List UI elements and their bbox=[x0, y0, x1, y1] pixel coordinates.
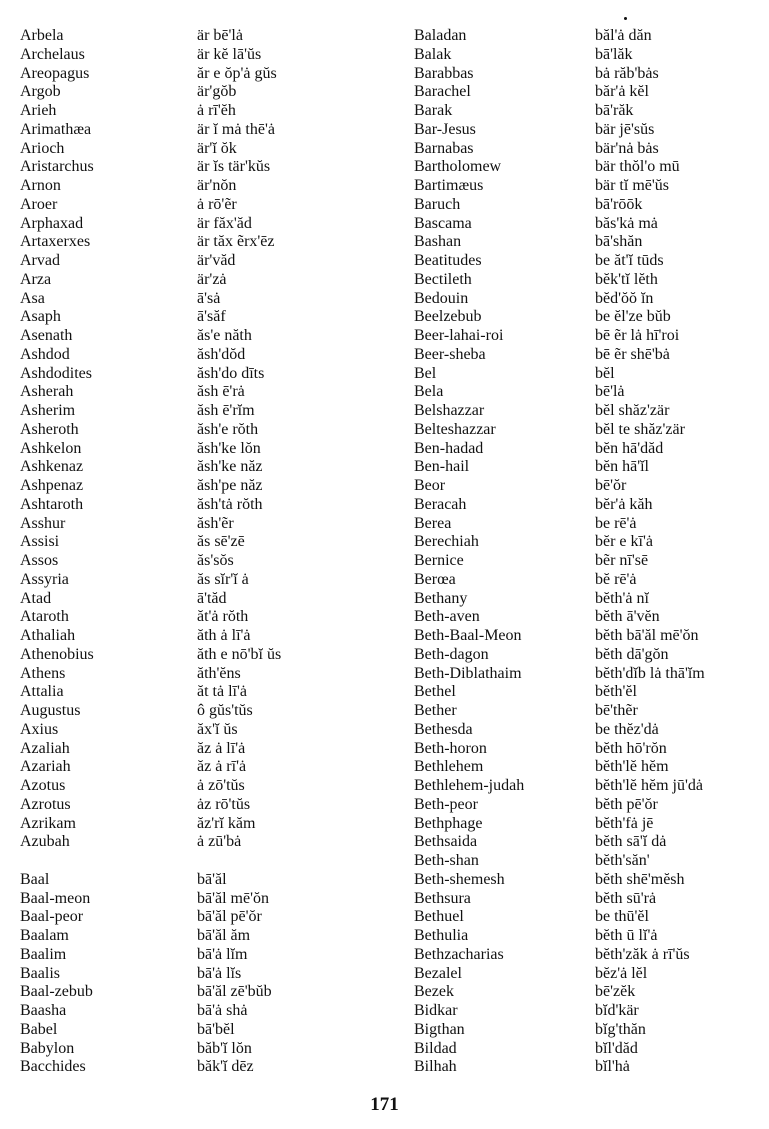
entry-pronunciation: bĭl'dăd bbox=[595, 1039, 638, 1057]
entry-pronunciation: ăsh'tȧ rŏth bbox=[197, 495, 263, 513]
entry-pronunciation: ăz ȧ rī'ȧ bbox=[197, 758, 247, 776]
entry-pronunciation: bär thŏl'o mū bbox=[595, 158, 680, 176]
entry-name: Beelzebub bbox=[414, 308, 482, 326]
entry-pronunciation: ăz ȧ lī'ȧ bbox=[197, 739, 246, 757]
entry-pronunciation: är'ĭ ŏk bbox=[197, 139, 237, 157]
entry-name: Artaxerxes bbox=[20, 233, 91, 251]
entry-pronunciation: bā'lăk bbox=[595, 45, 633, 63]
entry-pronunciation: bĕd'ŏŏ ĭn bbox=[595, 289, 654, 307]
entry-pronunciation: bĕth'fȧ jē bbox=[595, 814, 654, 832]
entry-pronunciation: ăz'rĭ kăm bbox=[197, 814, 256, 832]
entry-name: Asshur bbox=[20, 514, 66, 532]
entry-pronunciation: bĕth'ĕl bbox=[595, 683, 637, 701]
entry-pronunciation: är ĭs tär'kŭs bbox=[197, 158, 271, 176]
entry-pronunciation: ā'săf bbox=[197, 308, 226, 326]
entry-pronunciation: ăth ȧ lī'ȧ bbox=[197, 627, 251, 644]
entry-pronunciation: bā'ȧ lĭs bbox=[197, 964, 242, 982]
entry-pronunciation: är tăx ẽrx'ēz bbox=[197, 233, 275, 251]
entry-pronunciation: bā'ăl mē'ŏn bbox=[197, 889, 269, 907]
entry-pronunciation: be thĕz'dȧ bbox=[595, 720, 659, 738]
entry-pronunciation: ăth'ĕns bbox=[197, 664, 241, 682]
entry-pronunciation: ăsh'ke lŏn bbox=[197, 439, 261, 457]
entry-pronunciation: bĕth'zăk ȧ rī'ŭs bbox=[595, 945, 690, 963]
entry-name: Athaliah bbox=[20, 627, 76, 644]
entry-pronunciation: bĕth dā'gŏn bbox=[595, 645, 669, 663]
entry-name: Athens bbox=[20, 664, 66, 682]
entry-pronunciation: bĕr e kī'ȧ bbox=[595, 533, 653, 551]
entry-name: Bezalel bbox=[414, 964, 462, 982]
entry-pronunciation: ā'sȧ bbox=[197, 289, 221, 307]
entry-name: Baal-peor bbox=[20, 908, 84, 926]
entry-name: Bidkar bbox=[414, 1002, 458, 1019]
entry-pronunciation: bĕn hā'dăd bbox=[595, 439, 664, 457]
entry-pronunciation: bĕl shăz'zär bbox=[595, 402, 670, 419]
entry-name: Baal-zebub bbox=[20, 983, 93, 1001]
entry-pronunciation: bĕz'ȧ lĕl bbox=[595, 964, 648, 982]
entry-pronunciation: băr'ȧ kĕl bbox=[595, 83, 649, 101]
entry-name: Beth-horon bbox=[414, 739, 487, 757]
entry-pronunciation: bē'thẽr bbox=[595, 702, 638, 719]
entry-name: Attalia bbox=[20, 683, 64, 701]
entry-name: Azrikam bbox=[20, 814, 76, 832]
entry-pronunciation: är'nŏn bbox=[197, 177, 237, 194]
entry-pronunciation: ăth e nō'bĭ ŭs bbox=[197, 645, 282, 663]
page-number: 171 bbox=[370, 1094, 399, 1115]
entry-pronunciation: be thū'ĕl bbox=[595, 908, 649, 926]
entry-pronunciation: bē'lȧ bbox=[595, 383, 625, 401]
entry-pronunciation: bĕn hā'ĭl bbox=[595, 458, 649, 476]
entry-name: Bel bbox=[414, 364, 437, 382]
entry-pronunciation: ăr e ŏp'ȧ gŭs bbox=[197, 64, 277, 82]
entry-name: Baalis bbox=[20, 964, 60, 982]
entry-pronunciation: ăsh'do dīts bbox=[197, 364, 265, 382]
entry-pronunciation: bā'bĕl bbox=[197, 1020, 235, 1038]
entry-pronunciation: ăt tȧ lī'ȧ bbox=[197, 683, 247, 701]
entry-pronunciation: ăsh'dŏd bbox=[197, 345, 246, 363]
entry-pronunciation: bē ẽr shē'bȧ bbox=[595, 345, 670, 363]
entry-name: Asa bbox=[20, 289, 45, 307]
entry-pronunciation: bē ẽr lȧ hī'roi bbox=[595, 327, 680, 344]
entry-name: Bethesda bbox=[414, 720, 473, 738]
entry-name: Beth-Baal-Meon bbox=[414, 627, 522, 644]
entry-pronunciation: bĕk'tĭ lĕth bbox=[595, 270, 658, 288]
entry-pronunciation: ăt'ȧ rŏth bbox=[197, 608, 249, 626]
entry-name: Bascama bbox=[414, 214, 472, 232]
entry-pronunciation: bȧ răb'bȧs bbox=[595, 64, 659, 82]
entry-pronunciation: ăsh ē'rĭm bbox=[197, 402, 255, 419]
entry-pronunciation: be ĕl'ze bŭb bbox=[595, 308, 671, 326]
entry-name: Argob bbox=[20, 83, 61, 101]
entry-name: Bethsaida bbox=[414, 833, 478, 851]
entry-pronunciation: ăsh'ẽr bbox=[197, 514, 234, 532]
entry-name: Bethulia bbox=[414, 927, 469, 944]
entry-pronunciation: ȧ zū'bȧ bbox=[197, 833, 242, 851]
entry-name: Bethel bbox=[414, 683, 456, 701]
entry-pronunciation: bĕth sū'rȧ bbox=[595, 889, 657, 907]
entry-pronunciation: ȧ zō'tŭs bbox=[197, 777, 245, 794]
entry-name: Ataroth bbox=[20, 608, 69, 626]
entry-pronunciation: är făx'ăd bbox=[197, 214, 252, 232]
entry-pronunciation: bĕth ā'vĕn bbox=[595, 608, 660, 626]
entry-name: Athenobius bbox=[20, 645, 94, 663]
entry-pronunciation: ăsh'e rŏth bbox=[197, 420, 259, 438]
entry-name: Azaliah bbox=[20, 739, 70, 757]
entry-name: Beth-Diblathaim bbox=[414, 664, 522, 682]
entry-name: Barnabas bbox=[414, 139, 474, 157]
entry-name: Berea bbox=[414, 514, 452, 532]
entry-name: Beth-aven bbox=[414, 608, 480, 626]
entry-name: Ashkelon bbox=[20, 439, 82, 457]
entry-name: Ashdodites bbox=[20, 364, 92, 382]
entry-name: Bezek bbox=[414, 983, 454, 1001]
entry-pronunciation: ăs sĭr'ĭ ȧ bbox=[197, 570, 249, 588]
entry-name: Belshazzar bbox=[414, 402, 485, 419]
entry-name: Areopagus bbox=[20, 64, 90, 82]
ink-mark bbox=[624, 17, 627, 20]
entry-name: Archelaus bbox=[20, 45, 85, 63]
entry-name: Bethany bbox=[414, 589, 468, 607]
entry-pronunciation: ăsh'pe năz bbox=[197, 477, 263, 494]
entry-pronunciation: bā'ăl zē'bŭb bbox=[197, 983, 272, 1001]
entry-pronunciation: băs'kȧ mȧ bbox=[595, 214, 658, 232]
entry-name: Baruch bbox=[414, 195, 461, 213]
entry-name: Bethzacharias bbox=[414, 945, 504, 963]
entry-pronunciation: be ăt'ĭ tūds bbox=[595, 252, 664, 269]
entry-name: Arbela bbox=[20, 27, 64, 44]
entry-pronunciation: ăs sē'zē bbox=[197, 533, 245, 551]
entry-name: Asherah bbox=[20, 383, 74, 401]
entry-name: Axius bbox=[20, 720, 59, 738]
entry-pronunciation: bā'ăl bbox=[197, 870, 227, 888]
entry-name: Bigthan bbox=[414, 1020, 465, 1038]
entry-name: Barak bbox=[414, 102, 453, 119]
entry-pronunciation: bĕth bā'ăl mē'ŏn bbox=[595, 627, 699, 644]
entry-pronunciation: är'zȧ bbox=[197, 270, 227, 288]
entry-name: Beth-shan bbox=[414, 852, 479, 869]
section-gap bbox=[20, 852, 190, 871]
entry-name: Assos bbox=[20, 552, 59, 569]
entry-pronunciation: bĕth'dĭb lȧ thā'ĭm bbox=[595, 664, 705, 682]
entry-name: Bar-Jesus bbox=[414, 120, 476, 138]
entry-pronunciation: bĕth'lĕ hĕm bbox=[595, 758, 669, 776]
entry-name: Balak bbox=[414, 45, 452, 63]
entry-name: Baasha bbox=[20, 1002, 67, 1019]
entry-name: Ashtaroth bbox=[20, 495, 84, 513]
entry-pronunciation: bĕth'ȧ nĭ bbox=[595, 589, 649, 607]
entry-pronunciation: bĕr'ȧ kăh bbox=[595, 495, 653, 513]
entry-name: Bethlehem bbox=[414, 758, 484, 776]
entry-name: Babylon bbox=[20, 1039, 75, 1057]
entry-pronunciation: bā'răk bbox=[595, 102, 634, 119]
entry-name: Asheroth bbox=[20, 420, 79, 438]
entry-name: Beth-shemesh bbox=[414, 870, 505, 888]
entry-name: Ashdod bbox=[20, 345, 70, 363]
entry-name: Bernice bbox=[414, 552, 464, 569]
entry-pronunciation: bär tĭ mē'ŭs bbox=[595, 177, 669, 194]
entry-name: Ben-hail bbox=[414, 458, 470, 476]
entry-pronunciation: är bē'lȧ bbox=[197, 27, 243, 44]
entry-pronunciation: bā'ȧ shȧ bbox=[197, 1002, 248, 1019]
entry-name: Azariah bbox=[20, 758, 71, 776]
entry-pronunciation: bĭd'kär bbox=[595, 1002, 639, 1019]
entry-name: Arphaxad bbox=[20, 214, 84, 232]
entry-pronunciation: bĭl'hȧ bbox=[595, 1058, 630, 1076]
entry-name: Bartimæus bbox=[414, 177, 484, 194]
entry-name: Bildad bbox=[414, 1039, 457, 1057]
entry-name: Berœa bbox=[414, 570, 456, 588]
entry-pronunciation: bĕl te shăz'zär bbox=[595, 420, 685, 438]
entry-pronunciation: be rē'ȧ bbox=[595, 514, 637, 532]
entry-name: Augustus bbox=[20, 702, 81, 719]
entry-pronunciation: bĕth sā'ĭ dȧ bbox=[595, 833, 667, 851]
right-pronunciation-column bbox=[595, 27, 765, 1077]
entry-name: Ashkenaz bbox=[20, 458, 84, 476]
left-pronunciation-column bbox=[197, 27, 407, 1077]
entry-name: Bashan bbox=[414, 233, 462, 251]
entry-pronunciation: ăs'sŏs bbox=[197, 552, 234, 569]
entry-pronunciation: ô gŭs'tŭs bbox=[197, 702, 253, 719]
entry-pronunciation: bĕth pē'ŏr bbox=[595, 795, 658, 813]
entry-pronunciation: är ĭ mȧ thē'ȧ bbox=[197, 120, 275, 138]
entry-name: Bedouin bbox=[414, 289, 469, 307]
entry-name: Arvad bbox=[20, 252, 60, 269]
entry-pronunciation: ăsh ē'rȧ bbox=[197, 383, 245, 401]
entry-pronunciation: băb'ĭ lŏn bbox=[197, 1039, 252, 1057]
entry-name: Bela bbox=[414, 383, 444, 401]
entry-pronunciation: bĕth shē'mĕsh bbox=[595, 870, 685, 888]
entry-name: Beth-peor bbox=[414, 795, 478, 813]
entry-name: Bilhah bbox=[414, 1058, 457, 1076]
entry-name: Bacchides bbox=[20, 1058, 86, 1076]
entry-pronunciation: băl'ȧ dăn bbox=[595, 27, 652, 44]
entry-name: Arioch bbox=[20, 139, 65, 157]
entry-name: Arnon bbox=[20, 177, 61, 194]
entry-name: Arimathæa bbox=[20, 120, 92, 138]
entry-name: Bether bbox=[414, 702, 457, 719]
entry-pronunciation: ā'tăd bbox=[197, 589, 227, 607]
entry-name: Baalim bbox=[20, 945, 67, 963]
entry-pronunciation: ăx'ĭ ŭs bbox=[197, 720, 238, 738]
entry-name: Aristarchus bbox=[20, 158, 94, 176]
entry-pronunciation: bā'shăn bbox=[595, 233, 643, 251]
entry-name: Beatitudes bbox=[414, 252, 482, 269]
entry-name: Arza bbox=[20, 270, 52, 288]
entry-name: Babel bbox=[20, 1020, 58, 1038]
entry-name: Asaph bbox=[20, 308, 61, 326]
entry-name: Berechiah bbox=[414, 533, 479, 551]
entry-name: Bethsura bbox=[414, 889, 471, 907]
entry-pronunciation: bĕth ū lĭ'ȧ bbox=[595, 927, 658, 944]
entry-name: Ben-hadad bbox=[414, 439, 484, 457]
entry-name: Baladan bbox=[414, 27, 467, 44]
entry-name: Assisi bbox=[20, 533, 60, 551]
entry-pronunciation: bẽr nī'sē bbox=[595, 552, 649, 569]
entry-pronunciation: bĕth hō'rŏn bbox=[595, 739, 667, 757]
entry-name: Belteshazzar bbox=[414, 420, 496, 438]
left-names-column bbox=[20, 27, 190, 1077]
entry-name: Aroer bbox=[20, 195, 58, 213]
entry-pronunciation: bär jē'sŭs bbox=[595, 120, 655, 138]
entry-pronunciation: ȧ rō'ẽr bbox=[197, 195, 237, 213]
entry-name: Asherim bbox=[20, 402, 76, 419]
entry-name: Atad bbox=[20, 589, 52, 607]
entry-name: Baal-meon bbox=[20, 889, 91, 907]
entry-name: Ashpenaz bbox=[20, 477, 84, 494]
entry-pronunciation: ȧz rō'tŭs bbox=[197, 795, 251, 813]
entry-name: Beer-lahai-roi bbox=[414, 327, 504, 344]
entry-name: Azrotus bbox=[20, 795, 71, 813]
entry-name: Azotus bbox=[20, 777, 66, 794]
entry-pronunciation: ăs'e năth bbox=[197, 327, 252, 344]
entry-pronunciation: bā'rōōk bbox=[595, 195, 643, 213]
entry-name: Barabbas bbox=[414, 64, 474, 82]
entry-pronunciation: bā'ȧ lĭm bbox=[197, 945, 248, 963]
entry-name: Beer-sheba bbox=[414, 345, 486, 363]
entry-name: Bectileth bbox=[414, 270, 472, 288]
entry-pronunciation: bĕth'săn' bbox=[595, 852, 650, 869]
entry-pronunciation: băk'ĭ dēz bbox=[197, 1058, 254, 1076]
entry-pronunciation: bĕl bbox=[595, 364, 615, 382]
entry-name: Bethphage bbox=[414, 814, 483, 832]
entry-pronunciation: bär'nȧ bȧs bbox=[595, 139, 659, 157]
entry-name: Azubah bbox=[20, 833, 70, 851]
entry-pronunciation: bĕth'lĕ hĕm jū'dȧ bbox=[595, 777, 703, 794]
entry-name: Beor bbox=[414, 477, 446, 494]
right-names-column bbox=[414, 27, 589, 1077]
entry-pronunciation: är'gŏb bbox=[197, 83, 237, 101]
entry-pronunciation: är'văd bbox=[197, 252, 236, 269]
entry-name: Beracah bbox=[414, 495, 467, 513]
entry-name: Assyria bbox=[20, 570, 69, 588]
entry-name: Barachel bbox=[414, 83, 471, 101]
entry-name: Beth-dagon bbox=[414, 645, 489, 663]
entry-pronunciation: är kĕ lā'ŭs bbox=[197, 45, 262, 63]
entry-name: Bethuel bbox=[414, 908, 464, 926]
entry-pronunciation: bā'ăl ăm bbox=[197, 927, 251, 944]
section-gap bbox=[197, 852, 407, 871]
entry-name: Arieh bbox=[20, 102, 57, 119]
entry-pronunciation: bē'zĕk bbox=[595, 983, 636, 1001]
entry-pronunciation: bē'ŏr bbox=[595, 477, 627, 494]
entry-name: Asenath bbox=[20, 327, 73, 344]
entry-name: Baal bbox=[20, 870, 50, 888]
entry-name: Bartholomew bbox=[414, 158, 502, 176]
entry-pronunciation: ȧ rī'ĕh bbox=[197, 102, 236, 119]
entry-pronunciation: bā'ăl pē'ŏr bbox=[197, 908, 262, 926]
entry-pronunciation: ăsh'ke năz bbox=[197, 458, 263, 476]
entry-name: Baalam bbox=[20, 927, 69, 944]
entry-pronunciation: bĕ rē'ȧ bbox=[595, 570, 637, 588]
entry-name: Bethlehem-judah bbox=[414, 777, 525, 794]
entry-pronunciation: bĭg'thăn bbox=[595, 1020, 646, 1038]
